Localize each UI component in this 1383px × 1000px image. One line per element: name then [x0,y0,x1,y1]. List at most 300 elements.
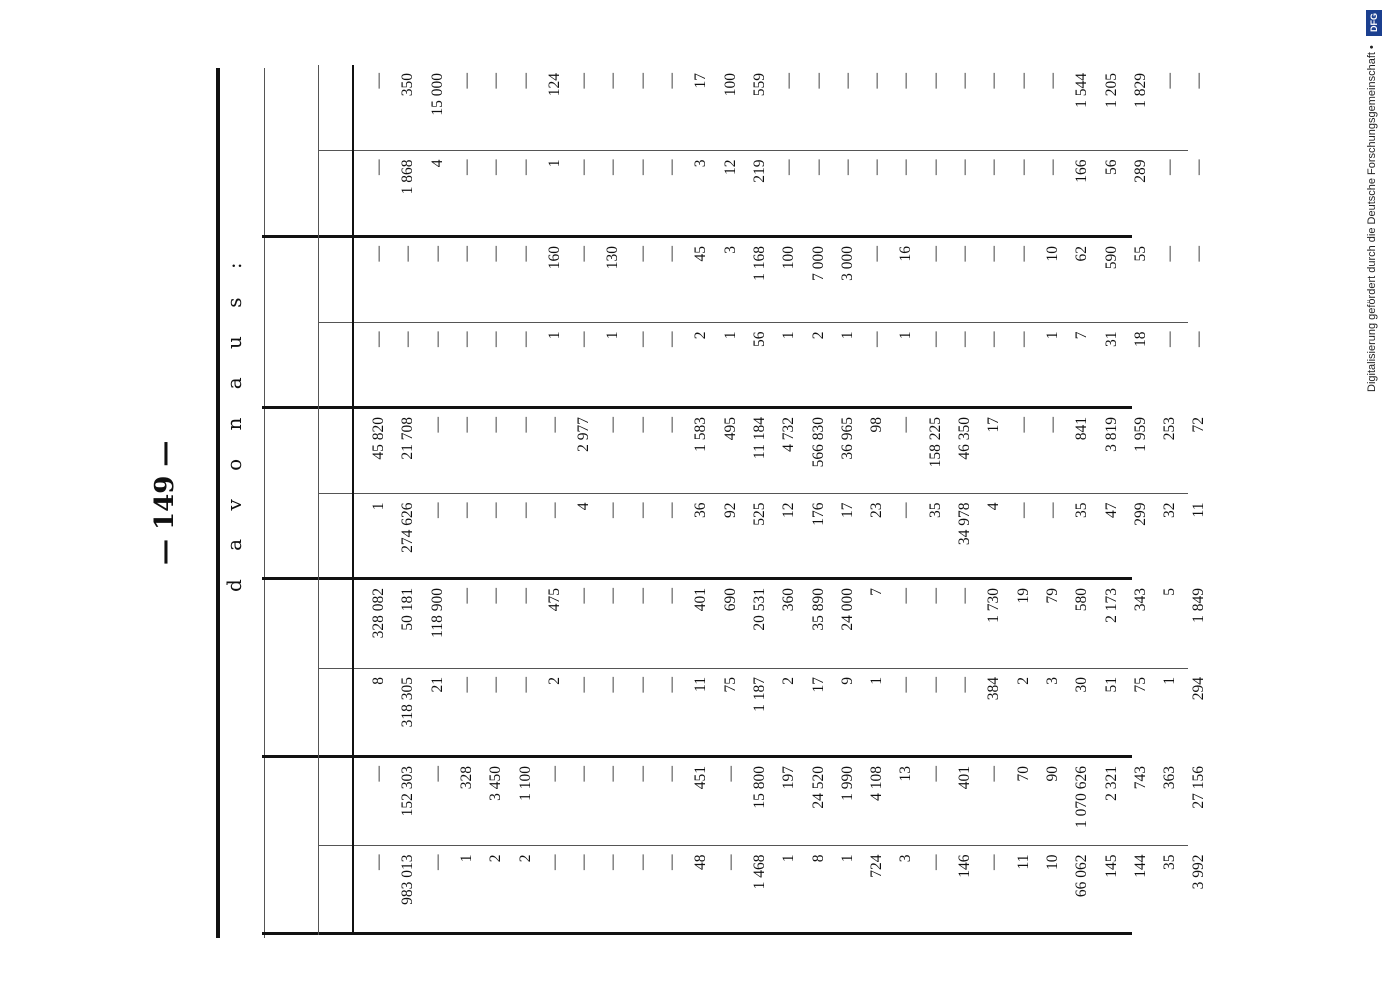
table-cell: — [1014,246,1032,262]
table-cell: — [868,246,886,262]
header-bottom-rule [352,65,354,238]
table-cell: 45 [692,246,710,262]
table-cell: — [1043,417,1061,433]
table-cell: — [604,73,622,89]
table-cell: 13 [897,766,915,782]
table-cell: — [721,854,739,870]
table-cell: — [985,246,1003,262]
table-cell: 3 [721,246,739,254]
table-cell: — [897,159,915,175]
table-cell: — [370,854,387,870]
table-cell: 17 [692,73,710,89]
table-cell: 4 732 [780,417,798,452]
table-cell: — [633,73,651,89]
table-cell: 3 [1043,677,1061,685]
table-cell: — [575,588,593,604]
table-cell: — [868,159,886,175]
subheader-rule [318,238,319,409]
table-cell: 146 [956,854,973,878]
table-cell: — [663,854,680,870]
table-cell: — [633,766,651,782]
table-cell: 32 [1161,502,1179,518]
table-cell: 31 [1102,331,1120,347]
table-cell: — [487,73,505,89]
header-bottom-rule [352,758,354,935]
table-cell: 152 303 [399,766,417,817]
table-cell: 158 225 [926,417,944,468]
table-cell: — [985,854,1003,870]
table-cell: 690 [721,588,739,612]
table-cell: 9 [838,677,856,685]
table-cell: — [457,677,475,693]
table-cell: 328 082 [370,588,387,639]
table-cell: — [838,73,856,89]
table-cell: 2 [545,677,563,685]
table-cell: 34 978 [956,502,973,546]
table-cell: 299 [1131,502,1149,526]
table-cell: — [780,73,798,89]
header-bottom-rule [352,238,354,409]
table-cell: 56 [1102,159,1120,175]
table-cell: — [956,159,973,175]
table-cell: 12 [780,502,798,518]
table-top-rule [216,68,220,938]
table-cell: — [1014,417,1032,433]
table-cell: — [428,417,446,433]
table-cell: — [663,588,680,604]
table-cell: 2 [692,331,710,340]
table-cell: — [956,331,973,347]
table-cell: — [487,159,505,175]
table-cell: — [575,854,593,870]
table-cell: 160 [545,246,563,270]
table-cell: 70 [1014,766,1032,782]
table-cell: 1 468 [750,854,768,890]
davon-aus-heading: d a v o n a u s : [222,251,246,592]
table-cell: 274 626 [399,502,417,553]
table-cell: — [575,159,593,175]
table-cell: 1 [1043,331,1061,340]
table-cell: 55 [1131,246,1149,262]
table-cell: 1 829 [1131,73,1149,108]
table-cell: 8 [809,854,827,863]
table-cell: — [1190,246,1208,262]
table-cell: 11 184 [750,417,768,460]
table-cell: 56 [750,331,768,347]
table-cell: 144 [1131,854,1149,878]
table-cell: — [545,854,563,870]
table-cell: — [370,159,387,175]
table-cell: — [663,331,680,347]
table-cell: 1 [780,331,798,340]
table-cell: 130 [604,246,622,270]
table-cell: 35 [926,502,944,518]
table-cell: 1 [838,854,856,863]
table-cell: — [1161,331,1179,347]
table-cell: — [487,502,505,518]
table-cell: 47 [1102,502,1120,518]
table-cell: 166 [1073,159,1091,183]
table-cell: — [516,588,534,604]
table-cell: 401 [692,588,710,612]
table-cell: — [575,766,593,782]
table-cell: 100 [721,73,739,97]
table-cell: 16 [897,246,915,262]
table-cell: — [457,159,475,175]
table-cell: 124 [545,73,563,97]
table-cell: — [516,677,534,693]
table-cell: 2 173 [1102,588,1120,623]
table-cell: 3 450 [487,766,505,801]
table-cell: — [575,331,593,347]
table-cell: — [457,502,475,518]
table-cell: 1 100 [516,766,534,801]
table-cell: 2 321 [1102,766,1120,801]
table-cell: 3 000 [838,246,856,281]
table-cell: 1 849 [1190,588,1208,623]
table-cell: — [516,417,534,433]
table-cell: 118 900 [428,588,446,638]
table-cell: 1 730 [985,588,1003,623]
table-cell: — [428,854,446,870]
table-cell: 15 800 [750,766,768,809]
table-cell: 350 [399,73,417,97]
table-cell: 72 [1190,417,1208,433]
table-cell: — [956,246,973,262]
table-cell: 4 [985,502,1003,511]
table-cell: 75 [1131,677,1149,693]
table-cell: 24 000 [838,588,856,631]
table-cell: 1 [868,677,886,685]
table-cell: 11 [1190,502,1208,518]
table-cell: 289 [1131,159,1149,183]
table-cell: 62 [1073,246,1091,262]
table-cell: — [663,677,680,693]
table-cell: 7 [1073,331,1091,340]
table-cell: — [457,331,475,347]
table-cell: — [663,417,680,433]
table-cell: 580 [1073,588,1091,612]
table-cell: — [897,588,915,604]
table-cell: — [1014,331,1032,347]
table-cell: 1 [457,854,475,863]
table-cell: — [428,502,446,518]
table-cell: — [985,331,1003,347]
table-cell: 1 187 [750,677,768,712]
table-cell: — [633,502,651,518]
table-cell: 100 [780,246,798,270]
table-cell: — [956,677,973,693]
table-cell: 328 [457,766,475,790]
table-cell: — [1043,159,1061,175]
table-cell: 318 305 [399,677,417,728]
table-cell: — [897,73,915,89]
table-cell: — [926,766,944,782]
table-cell: — [721,766,739,782]
table-cell: 36 [692,502,710,518]
table-cell: 7 [868,588,886,596]
table-cell: 4 108 [868,766,886,801]
table-cell: 36 965 [838,417,856,460]
table-cell: — [457,588,475,604]
table-cell: 10 [1043,246,1061,262]
table-cell: 3 992 [1190,854,1208,890]
table-cell: 10 [1043,854,1061,870]
table-cell: 3 [897,854,915,863]
table-cell: — [487,588,505,604]
table-cell: 92 [721,502,739,518]
table-cell: 1 [604,331,622,340]
table-cell: 743 [1131,766,1149,790]
page-number: — 149 — [150,440,180,565]
table-cell: — [457,73,475,89]
table-cell: — [516,159,534,175]
table-cell: 7 000 [809,246,827,281]
table-cell: 1 868 [399,159,417,195]
table-cell: 360 [780,588,798,612]
table-cell: 2 [780,677,798,685]
table-cell: 98 [868,417,886,433]
table-cell: — [1014,159,1032,175]
table-cell: 1 [545,331,563,340]
table-cell: — [1190,73,1208,89]
table-cell: — [956,73,973,89]
table-cell: 1 [838,331,856,340]
table-cell: — [663,159,680,175]
table-cell: 363 [1161,766,1179,790]
table-cell: — [926,854,944,870]
table-cell: — [633,159,651,175]
table-cell: 1 544 [1073,73,1091,108]
table-cell: 48 [692,854,710,870]
table-cell: — [809,73,827,89]
subheader-rule [318,409,319,580]
table-cell: — [1190,159,1208,175]
table-cell: — [926,588,944,604]
table-cell: — [926,331,944,347]
table-cell: — [663,766,680,782]
table-cell: 2 [516,854,534,863]
table-cell: 17 [809,677,827,693]
table-cell: 4 [575,502,593,511]
table-cell: — [457,246,475,262]
table-cell: 401 [956,766,973,790]
table-cell: 35 [1073,502,1091,518]
table-cell: — [487,246,505,262]
table-cell: — [487,331,505,347]
table-cell: — [926,677,944,693]
table-cell: — [604,417,622,433]
header-bottom-rule [352,580,354,758]
table-cell: 75 [721,677,739,693]
table-cell: 21 [428,677,446,693]
table-cell: 176 [809,502,827,526]
table-cell: — [399,246,417,262]
table-cell: — [604,502,622,518]
table-cell: — [545,766,563,782]
table-cell: — [604,159,622,175]
table-cell: — [897,502,915,518]
table-cell: 27 156 [1190,766,1208,809]
table-cell: — [1043,502,1061,518]
table-cell: 24 520 [809,766,827,809]
subheader-rule [318,65,319,238]
table-cell: — [604,854,622,870]
dfg-logo: DFG [1366,10,1382,36]
table-cell: 724 [868,854,886,878]
table-cell: — [516,246,534,262]
table-cell: 15 000 [428,73,446,116]
table-cell: 145 [1102,854,1120,878]
table-cell: — [1014,502,1032,518]
table-cell: — [370,73,387,89]
table-cell: — [545,417,563,433]
table-cell: — [633,854,651,870]
table-cell: 1 [780,854,798,863]
table-cell: 1 [897,331,915,340]
table-cell: — [399,331,417,347]
table-cell: — [780,159,798,175]
table-cell: 79 [1043,588,1061,604]
table-cell: 1 959 [1131,417,1149,452]
table-cell: — [1161,159,1179,175]
table-cell: 197 [780,766,798,790]
table-cell: 343 [1131,588,1149,612]
table-cell: 2 [487,854,505,863]
table-cell: — [545,502,563,518]
table-cell: 253 [1161,417,1179,441]
table-cell: — [868,331,886,347]
table-cell: 1 168 [750,246,768,281]
table-cell: 30 [1073,677,1091,693]
table-cell: — [1014,73,1032,89]
table-cell: — [926,246,944,262]
subheader-rule [318,758,319,935]
table-cell: 2 [809,331,827,340]
table-cell: 90 [1043,766,1061,782]
table-cell: — [663,502,680,518]
table-cell: 45 820 [370,417,387,460]
table-cell: 384 [985,677,1003,701]
table-cell: — [897,677,915,693]
table-cell: 19 [1014,588,1032,604]
table-cell: 3 [692,159,710,168]
table-cell: — [663,73,680,89]
table-cell: 1 990 [838,766,856,801]
table-cell: — [575,677,593,693]
table-cell: — [926,73,944,89]
table-cell: 2 [1014,677,1032,685]
table-cell: 1 583 [692,417,710,452]
table-cell: — [838,159,856,175]
table-cell: — [985,159,1003,175]
digitization-credit: Digitalisierung gefördert durch die Deutsche Forschungsgemeinschaft • [1366,45,1378,392]
table-cell: 559 [750,73,768,97]
table-cell: — [663,246,680,262]
table-cell: 3 819 [1102,417,1120,452]
table-cell: — [604,766,622,782]
table-cell: 590 [1102,246,1120,270]
table-cell: — [1190,331,1208,347]
table-cell: 1 [721,331,739,340]
table-cell: 1 [545,159,563,168]
table-cell: — [428,766,446,782]
table-cell: — [633,417,651,433]
table-cell: — [633,677,651,693]
table-cell: 23 [868,502,886,518]
table-cell: 12 [721,159,739,175]
table-cell: — [575,73,593,89]
table-cell: — [516,331,534,347]
table-cell: — [1043,73,1061,89]
table-cell: — [633,331,651,347]
header-rule [264,68,265,938]
table-cell: 475 [545,588,563,612]
table-cell: — [926,159,944,175]
table-cell: — [370,766,387,782]
table-cell: — [985,766,1003,782]
table-cell: 17 [985,417,1003,433]
table-cell: — [985,73,1003,89]
table-cell: — [428,331,446,347]
table-cell: 566 830 [809,417,827,468]
table-cell: — [457,417,475,433]
table-cell: 50 181 [399,588,417,631]
table-cell: — [1161,73,1179,89]
table-cell: — [516,73,534,89]
table-cell: 20 531 [750,588,768,631]
table-cell: — [370,246,387,262]
table-cell: — [575,246,593,262]
table-cell: — [487,677,505,693]
table-cell: 11 [1014,854,1032,870]
header-bottom-rule [352,409,354,580]
table-cell: 983 013 [399,854,417,905]
table-cell: — [1161,246,1179,262]
table-cell: 1 [1161,677,1179,685]
table-cell: 2 977 [575,417,593,452]
table-cell: — [633,588,651,604]
table-cell: 66 062 [1073,854,1091,898]
table-cell: — [487,417,505,433]
table-cell: — [604,588,622,604]
table-cell: 1 070 626 [1073,766,1091,828]
table-cell: 35 890 [809,588,827,631]
table-cell: 1 205 [1102,73,1120,108]
table-cell: 46 350 [956,417,973,460]
table-cell: 51 [1102,677,1120,693]
table-cell: — [956,588,973,604]
table-cell: — [868,73,886,89]
table-cell: 17 [838,502,856,518]
table-cell: 294 [1190,677,1208,701]
table-cell: — [516,502,534,518]
table-cell: — [604,677,622,693]
table-cell: 495 [721,417,739,441]
table-cell: 5 [1161,588,1179,596]
table-cell: — [897,417,915,433]
table-cell: 1 [370,502,387,511]
table-cell: 8 [370,677,387,685]
table-cell: 841 [1073,417,1091,441]
table-cell: — [428,246,446,262]
table-cell: 35 [1161,854,1179,870]
table-cell: 451 [692,766,710,790]
table-cell: — [633,246,651,262]
table-cell: — [370,331,387,347]
table-cell: 4 [428,159,446,168]
table-cell: 18 [1131,331,1149,347]
